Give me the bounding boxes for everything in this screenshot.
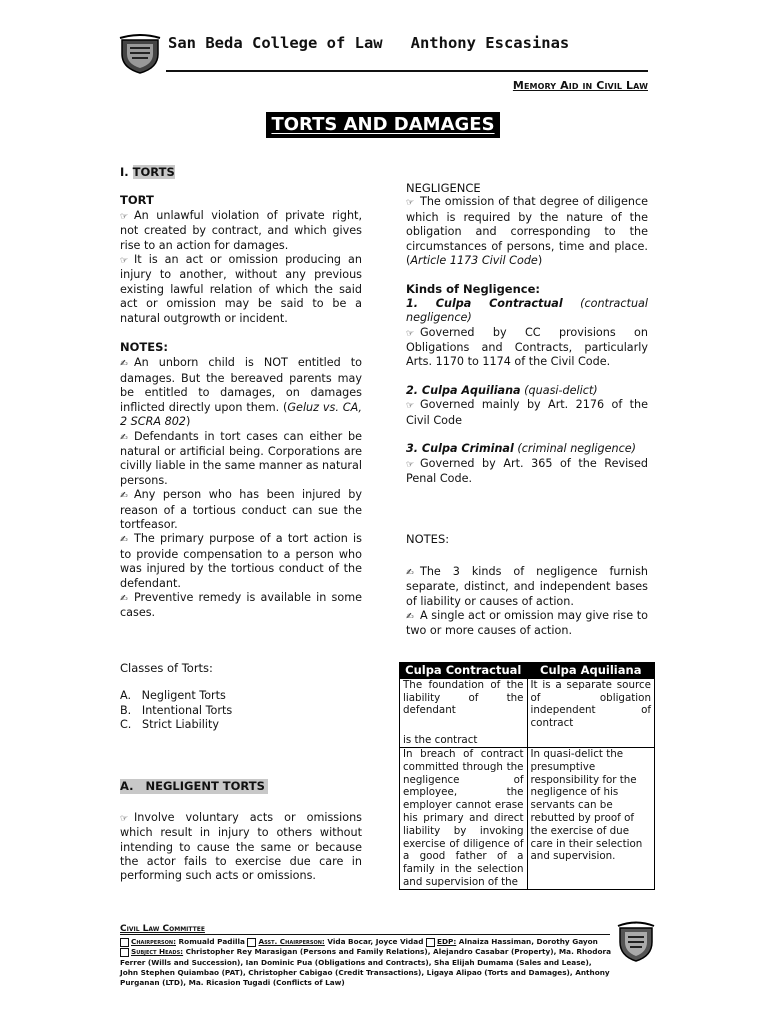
note-item: ✍ Any person who has been injured by reason of a tortious conduct can sue the tortfeasor. [120,488,362,531]
section-number: I. [120,165,133,179]
footer-seal-logo [616,920,656,962]
page-title: TORTS AND DAMAGES [266,112,500,138]
pointing-hand-icon: ☞ [406,328,415,339]
pointing-hand-icon: ☞ [406,401,415,412]
shield-logo-icon [118,34,162,74]
class-item: A. Negligent Torts [120,689,226,703]
classes-heading: Classes of Torts: [120,660,213,675]
pointing-hand-icon: ☞ [120,211,129,222]
kinds-heading: Kinds of Negligence: [406,282,541,297]
table-cell: In breach of contract committed through the negligence of employee, the employer cannot erase his primary and direct liability by invoking exercise of diligence of a good father of a family in the selection and supervision of the [400,747,528,889]
pointing-hand-icon: ☞ [120,256,129,267]
right-column [406,181,648,639]
kind-desc: ☞ Governed by CC provisions on Obligations and Contracts, particularly Arts. 1170 to 1174 of the Civil Code. [406,325,648,369]
school-seal-logo [118,34,162,74]
kind-title: 2. Culpa Aquiliana (quasi-delict) [406,383,598,397]
footer-divider [120,934,610,935]
kind-title: 3. Culpa Criminal (criminal negligence) [406,442,636,456]
writing-hand-icon: ✍ [120,593,128,604]
pointing-hand-icon: ☞ [406,459,415,470]
pointing-hand-icon: ☞ [406,198,415,209]
note-item: ✍ An unborn child is NOT entitled to damages. But the bereaved parents may be entitled to damages, on damages inflicted directly upon them. (Geluz vs. CA, 2 SCRA 802) [120,356,362,429]
kind-desc: ☞ Governed mainly by Art. 2176 of the Civil Code [406,398,648,427]
writing-hand-icon: ✍ [406,611,414,622]
comparison-table-wrap [399,662,655,890]
note-item: ✍ A single act or omission may give rise to two or more causes of action. [406,608,648,638]
class-item: C. Strict Liability [120,718,219,731]
section-label: TORTS [132,165,175,179]
negligent-torts-text: ☞ Involve voluntary acts or omissions which result in injury to others without intending to cause the same or because the actor fails to exercise due care in performing such acts or omissions. [120,810,362,883]
table-cell: The foundation of the liability of the defendant is the contract [400,678,528,747]
checkbox-icon [120,938,129,947]
class-item: B. Intentional Torts [120,703,233,717]
writing-hand-icon: ✍ [120,535,128,546]
note-item: ✍ The 3 kinds of negligence furnish separate, distinct, and independent bases of liability or causes of action. [406,564,648,608]
kind-desc: ☞ Governed by Art. 365 of the Revised Penal Code. [406,456,648,485]
footer-committee: Civil Law Committee [120,924,205,934]
writing-hand-icon: ✍ [120,432,128,443]
table-row [400,678,655,747]
header-divider [166,70,648,72]
checkbox-icon [247,938,256,947]
table-header: Culpa Aquiliana [527,663,655,679]
negligence-heading: NEGLIGENCE [406,181,481,195]
table-header: Culpa Contractual [400,663,528,679]
writing-hand-icon: ✍ [120,359,128,370]
header-title: San Beda College of Law Anthony Escasinas [168,34,570,52]
comparison-table [399,662,655,890]
tort-definition-1: ☞ An unlawful violation of private right, not created by contract, and which gives rise to an action for damages. [120,208,362,252]
pointing-hand-icon: ☞ [120,813,129,824]
note-item: ✍ The primary purpose of a tort action is to provide compensation to a person who was injured by the tortious conduct of the defendant. [120,532,362,590]
writing-hand-icon: ✍ [406,567,414,578]
notes-heading: NOTES: [120,340,168,355]
negligent-torts-heading: A. NEGLIGENT TORTS [120,779,268,793]
table-row [400,747,655,889]
tort-definition-2: ☞ It is an act or omission producing an injury to another, without any previous existing lawful relation of which the said act or omission may be said to be a natural outgrowth or incident. [120,253,362,325]
shield-logo-icon [616,920,656,962]
footer-credits: Chairperson: Romuald Padilla Asst. Chairperson: Vida Bocar, Joyce Vidad EDP: Alnaiza Hassiman, Dorothy Gayon Subject Heads: Christopher Rey Marasigan (Persons and Family Relations), Alejandro Casabar (Property), Ma. Rhodora Ferrer (Wills and Succession), Ian Dominic Pua (Obligations and Contracts), Sha Elijah Dumama (Sales and Lease), John Stephen Quiambao (PAT), Christopher Cabigao (Credit Transactions), Ligaya Alipao (Torts and Damages), Anthony Purganan (LTD), Ma. Ricasion Tugadi (Conflicts of Law) [120,937,612,988]
kind-title: 1. Culpa Contractual (contractual negligence) [406,296,648,325]
header-subtitle: Memory Aid in Civil Law [512,79,648,92]
notes-heading: NOTES: [406,532,450,547]
note-item: ✍ Defendants in tort cases can either be natural or artificial being. Corporations are civilly liable in the same manner as natural persons. [120,429,362,487]
table-cell: It is a separate source of obligation independent of contract [527,678,655,747]
section-heading [120,165,362,179]
checkbox-icon [120,948,129,957]
note-item: ✍ Preventive remedy is available in some cases. [120,590,362,620]
negligence-definition: ☞ The omission of that degree of diligence which is required by the nature of the obligation and corresponding to the circumstances of persons, time and place. (Article 1173 Civil Code) [406,195,648,268]
writing-hand-icon: ✍ [120,491,128,502]
checkbox-icon [426,938,435,947]
left-column [120,165,362,884]
table-cell: In quasi-delict the presumptive responsibility for the negligence of his servants can be rebutted by proof of the exercise of due care in their selection and supervision. [527,747,655,889]
tort-heading: TORT [120,193,154,208]
